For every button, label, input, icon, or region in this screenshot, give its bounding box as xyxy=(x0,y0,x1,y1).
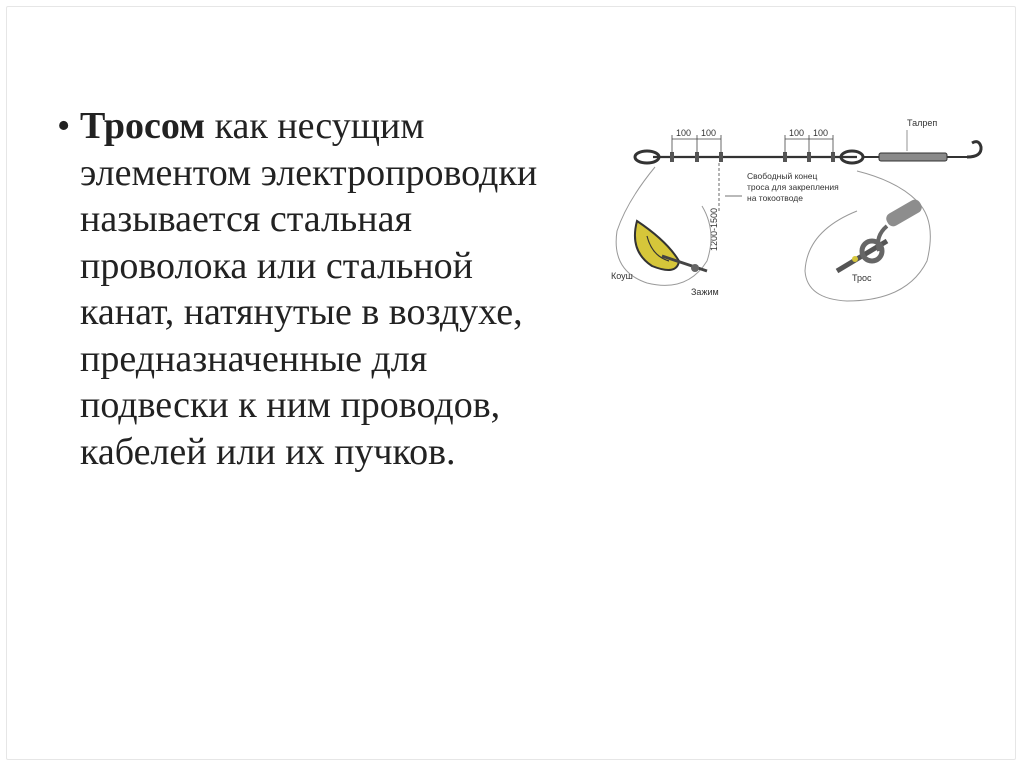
free-end-label-2: троса для закрепления xyxy=(747,182,839,192)
dim-label-2: 100 xyxy=(701,128,717,138)
height-label: 1200-1500 xyxy=(709,207,719,251)
talrep-label: Талреп xyxy=(907,118,938,128)
dim-label-4: 100 xyxy=(813,128,829,138)
dimension-lines xyxy=(672,135,833,153)
free-end-label-3: на токоотводе xyxy=(747,193,803,203)
tros-label: Трос xyxy=(852,273,872,283)
bullet: • xyxy=(57,105,71,147)
free-end-label-1: Свободный конец xyxy=(747,171,818,181)
zazhim-label: Зажим xyxy=(691,287,719,297)
dim-label-1: 100 xyxy=(676,128,692,138)
koush-label: Коуш xyxy=(611,271,633,281)
slide xyxy=(6,6,1016,760)
thimble-detail xyxy=(635,221,707,272)
cable-diagram xyxy=(607,111,1007,307)
definition-body: как несущим элементом электропроводки называется стальная проволока или стальной канат, натянутые в воздухе, предназначенные для подвески к ним проводов, кабелей или их пучков. xyxy=(80,105,538,473)
definition-text xyxy=(57,103,547,475)
hook-detail xyxy=(837,197,924,271)
dim-label-3: 100 xyxy=(789,128,805,138)
term-bold: Тросом xyxy=(80,105,206,147)
turnbuckle xyxy=(863,142,981,161)
height-indicator xyxy=(719,163,742,211)
cable-diagram-svg xyxy=(607,111,1007,307)
